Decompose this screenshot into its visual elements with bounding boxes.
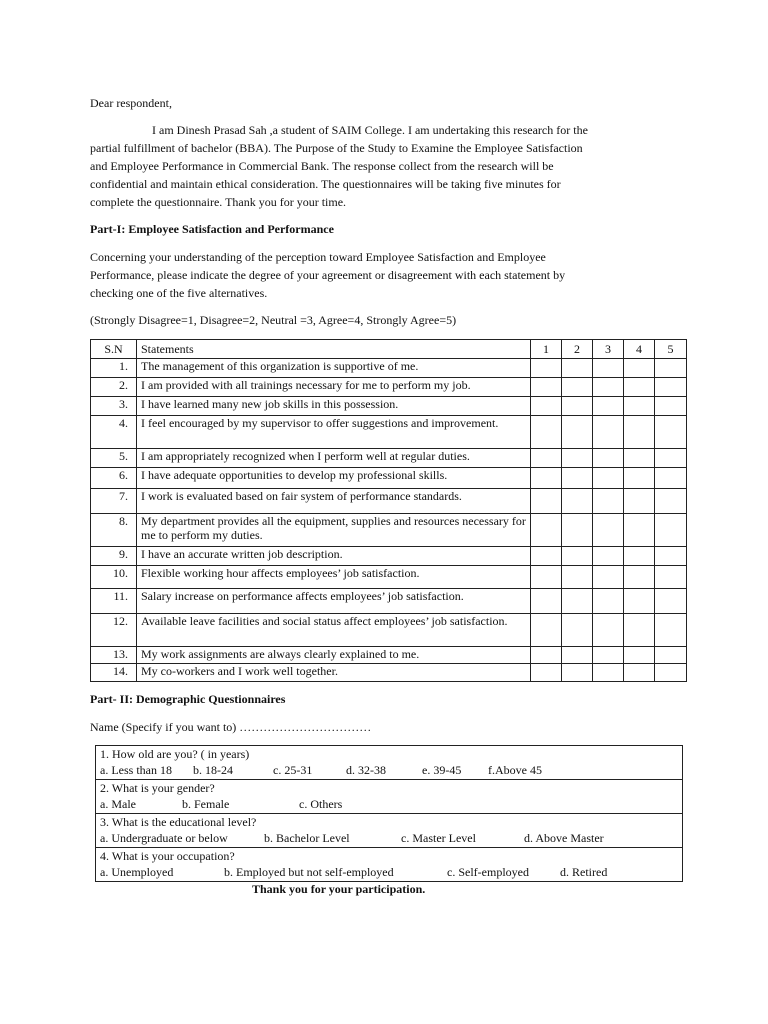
rating-cell-1[interactable] (531, 589, 562, 614)
rating-cell-2[interactable] (562, 547, 593, 566)
question-age (96, 746, 683, 780)
statement-text: My co-workers and I work well together. (137, 664, 531, 682)
survey-row (91, 359, 687, 378)
letter-line-1: I am Dinesh Prasad Sah ,a student of SAIM College. I am undertaking this research for the (152, 123, 588, 137)
option[interactable]: c. Others (299, 797, 343, 811)
rating-cell-1[interactable] (531, 547, 562, 566)
rating-cell-5[interactable] (655, 547, 687, 566)
rating-cell-1[interactable] (531, 359, 562, 378)
rating-cell-3[interactable] (593, 468, 624, 489)
statement-text: I am appropriately recognized when I perform well at regular duties. (137, 449, 531, 468)
rating-cell-2[interactable] (562, 397, 593, 416)
option[interactable]: a. Undergraduate or below (100, 831, 228, 845)
statement-text: Flexible working hour affects employees’ job satisfaction. (137, 566, 531, 589)
option[interactable]: b. Bachelor Level (264, 831, 350, 845)
row-number: 7. (91, 489, 137, 514)
part1-heading: Part-I: Employee Satisfaction and Performance (90, 222, 334, 236)
survey-row (91, 566, 687, 589)
survey-row (91, 378, 687, 397)
letter-line-2: partial fulfillment of bachelor (BBA). The Purpose of the Study to Examine the Employee Satisfaction (90, 141, 583, 155)
rating-cell-5[interactable] (655, 449, 687, 468)
survey-row (91, 489, 687, 514)
rating-cell-3[interactable] (593, 547, 624, 566)
statement-text: I feel encouraged by my supervisor to offer suggestions and improvement. (137, 416, 531, 449)
rating-cell-3[interactable] (593, 647, 624, 664)
survey-row (91, 589, 687, 614)
options-row (100, 762, 678, 778)
row-number: 9. (91, 547, 137, 566)
option[interactable]: a. Less than 18 (100, 763, 172, 777)
option[interactable]: d. 32-38 (346, 763, 386, 777)
rating-cell-1[interactable] (531, 664, 562, 682)
row-number: 11. (91, 589, 137, 614)
row-number: 8. (91, 514, 137, 547)
part1-intro-line-3: checking one of the five alternatives. (90, 286, 268, 300)
row-number: 10. (91, 566, 137, 589)
survey-row (91, 416, 687, 449)
option[interactable]: f.Above 45 (488, 763, 542, 777)
statement-text: I have learned many new job skills in this possession. (137, 397, 531, 416)
option[interactable]: e. 39-45 (422, 763, 462, 777)
question-occupation (96, 848, 683, 882)
option[interactable]: c. Master Level (401, 831, 476, 845)
rating-cell-3[interactable] (593, 514, 624, 547)
statement-text: I have an accurate written job description. (137, 547, 531, 566)
rating-cell-3[interactable] (593, 416, 624, 449)
header-rating-2: 2 (562, 340, 593, 359)
rating-cell-4[interactable] (624, 359, 655, 378)
survey-row (91, 647, 687, 664)
rating-cell-4[interactable] (624, 449, 655, 468)
rating-scale: (Strongly Disagree=1, Disagree=2, Neutral =3, Agree=4, Strongly Agree=5) (90, 313, 457, 327)
rating-cell-1[interactable] (531, 566, 562, 589)
rating-cell-5[interactable] (655, 416, 687, 449)
statement-text: I work is evaluated based on fair system of performance standards. (137, 489, 531, 514)
rating-cell-1[interactable] (531, 489, 562, 514)
options-row (100, 796, 678, 812)
row-number: 5. (91, 449, 137, 468)
rating-cell-2[interactable] (562, 566, 593, 589)
rating-cell-2[interactable] (562, 489, 593, 514)
rating-cell-1[interactable] (531, 514, 562, 547)
rating-cell-5[interactable] (655, 664, 687, 682)
option[interactable]: a. Male (100, 797, 136, 811)
demographic-table (95, 745, 683, 882)
rating-cell-3[interactable] (593, 589, 624, 614)
row-number: 12. (91, 614, 137, 647)
rating-cell-3[interactable] (593, 397, 624, 416)
rating-cell-2[interactable] (562, 378, 593, 397)
rating-cell-4[interactable] (624, 566, 655, 589)
rating-cell-2[interactable] (562, 614, 593, 647)
option[interactable]: b. Employed but not self-employed (224, 865, 394, 879)
rating-cell-4[interactable] (624, 647, 655, 664)
rating-cell-1[interactable] (531, 378, 562, 397)
rating-cell-2[interactable] (562, 468, 593, 489)
rating-cell-5[interactable] (655, 397, 687, 416)
rating-cell-5[interactable] (655, 647, 687, 664)
survey-header-row (91, 340, 687, 359)
option[interactable]: d. Retired (560, 865, 608, 879)
survey-row (91, 514, 687, 547)
statement-text: Available leave facilities and social status affect employees’ job satisfaction. (137, 614, 531, 647)
options-row (100, 830, 678, 846)
question-text: 3. What is the educational level? (100, 815, 257, 829)
rating-cell-5[interactable] (655, 514, 687, 547)
rating-cell-4[interactable] (624, 378, 655, 397)
rating-cell-4[interactable] (624, 547, 655, 566)
rating-cell-5[interactable] (655, 468, 687, 489)
letter-line-5: complete the questionnaire. Thank you for your time. (90, 195, 347, 209)
header-rating-4: 4 (624, 340, 655, 359)
row-number: 13. (91, 647, 137, 664)
rating-cell-2[interactable] (562, 359, 593, 378)
rating-cell-5[interactable] (655, 489, 687, 514)
rating-cell-5[interactable] (655, 359, 687, 378)
statement-text: Salary increase on performance affects employees’ job satisfaction. (137, 589, 531, 614)
rating-cell-3[interactable] (593, 664, 624, 682)
closing-thanks: Thank you for your participation. (252, 882, 426, 896)
statement-text: I have adequate opportunities to develop my professional skills. (137, 468, 531, 489)
header-statements: Statements (137, 340, 531, 359)
row-number: 3. (91, 397, 137, 416)
rating-cell-5[interactable] (655, 566, 687, 589)
rating-cell-3[interactable] (593, 378, 624, 397)
letter-line-3: and Employee Performance in Commercial Bank. The response collect from the research will be (90, 159, 554, 173)
row-number: 1. (91, 359, 137, 378)
row-number: 14. (91, 664, 137, 682)
greeting: Dear respondent, (90, 96, 172, 110)
rating-cell-4[interactable] (624, 397, 655, 416)
part2-heading: Part- II: Demographic Questionnaires (90, 692, 286, 706)
statement-text: My department provides all the equipment, supplies and resources necessary for me to perform my duties. (137, 514, 531, 547)
rating-cell-4[interactable] (624, 416, 655, 449)
header-rating-5: 5 (655, 340, 687, 359)
header-sn: S.N (91, 340, 137, 359)
rating-cell-2[interactable] (562, 647, 593, 664)
row-number: 6. (91, 468, 137, 489)
option[interactable]: c. 25-31 (273, 763, 313, 777)
options-row (100, 864, 678, 880)
survey-row (91, 449, 687, 468)
statement-text: My work assignments are always clearly explained to me. (137, 647, 531, 664)
header-rating-1: 1 (531, 340, 562, 359)
survey-table (90, 339, 687, 682)
rating-cell-3[interactable] (593, 566, 624, 589)
letter-line-4: confidential and maintain ethical consideration. The questionnaires will be taking five minutes for (90, 177, 561, 191)
rating-cell-4[interactable] (624, 514, 655, 547)
rating-cell-1[interactable] (531, 416, 562, 449)
survey-row (91, 664, 687, 682)
statement-text: I am provided with all trainings necessary for me to perform my job. (137, 378, 531, 397)
question-text: 2. What is your gender? (100, 781, 215, 795)
rating-cell-3[interactable] (593, 449, 624, 468)
part1-intro-line-1: Concerning your understanding of the perception toward Employee Satisfaction and Employee (90, 250, 546, 264)
intro-letter (90, 121, 710, 211)
question-gender (96, 780, 683, 814)
name-field[interactable]: Name (Specify if you want to) …………………………… (90, 720, 372, 734)
survey-row (91, 547, 687, 566)
survey-row (91, 397, 687, 416)
rating-cell-2[interactable] (562, 416, 593, 449)
rating-cell-5[interactable] (655, 589, 687, 614)
statement-text: The management of this organization is supportive of me. (137, 359, 531, 378)
question-education (96, 814, 683, 848)
rating-cell-1[interactable] (531, 397, 562, 416)
rating-cell-4[interactable] (624, 589, 655, 614)
rating-cell-3[interactable] (593, 359, 624, 378)
rating-cell-4[interactable] (624, 489, 655, 514)
rating-cell-1[interactable] (531, 468, 562, 489)
question-text: 1. How old are you? ( in years) (100, 747, 250, 761)
rating-cell-4[interactable] (624, 664, 655, 682)
rating-cell-3[interactable] (593, 489, 624, 514)
row-number: 2. (91, 378, 137, 397)
rating-cell-1[interactable] (531, 449, 562, 468)
rating-cell-4[interactable] (624, 614, 655, 647)
header-rating-3: 3 (593, 340, 624, 359)
rating-cell-1[interactable] (531, 614, 562, 647)
rating-cell-2[interactable] (562, 449, 593, 468)
question-text: 4. What is your occupation? (100, 849, 235, 863)
rating-cell-2[interactable] (562, 589, 593, 614)
rating-cell-4[interactable] (624, 468, 655, 489)
option[interactable]: b. 18-24 (193, 763, 233, 777)
option[interactable]: c. Self-employed (447, 865, 529, 879)
rating-cell-5[interactable] (655, 378, 687, 397)
survey-row (91, 614, 687, 647)
option[interactable]: a. Unemployed (100, 865, 174, 879)
rating-cell-1[interactable] (531, 647, 562, 664)
rating-cell-2[interactable] (562, 664, 593, 682)
row-number: 4. (91, 416, 137, 449)
option[interactable]: d. Above Master (524, 831, 604, 845)
part1-intro-line-2: Performance, please indicate the degree of your agreement or disagreement with each statement by (90, 268, 566, 282)
option[interactable]: b. Female (182, 797, 230, 811)
part1-instructions (90, 248, 710, 302)
rating-cell-5[interactable] (655, 614, 687, 647)
rating-cell-2[interactable] (562, 514, 593, 547)
rating-cell-3[interactable] (593, 614, 624, 647)
survey-row (91, 468, 687, 489)
